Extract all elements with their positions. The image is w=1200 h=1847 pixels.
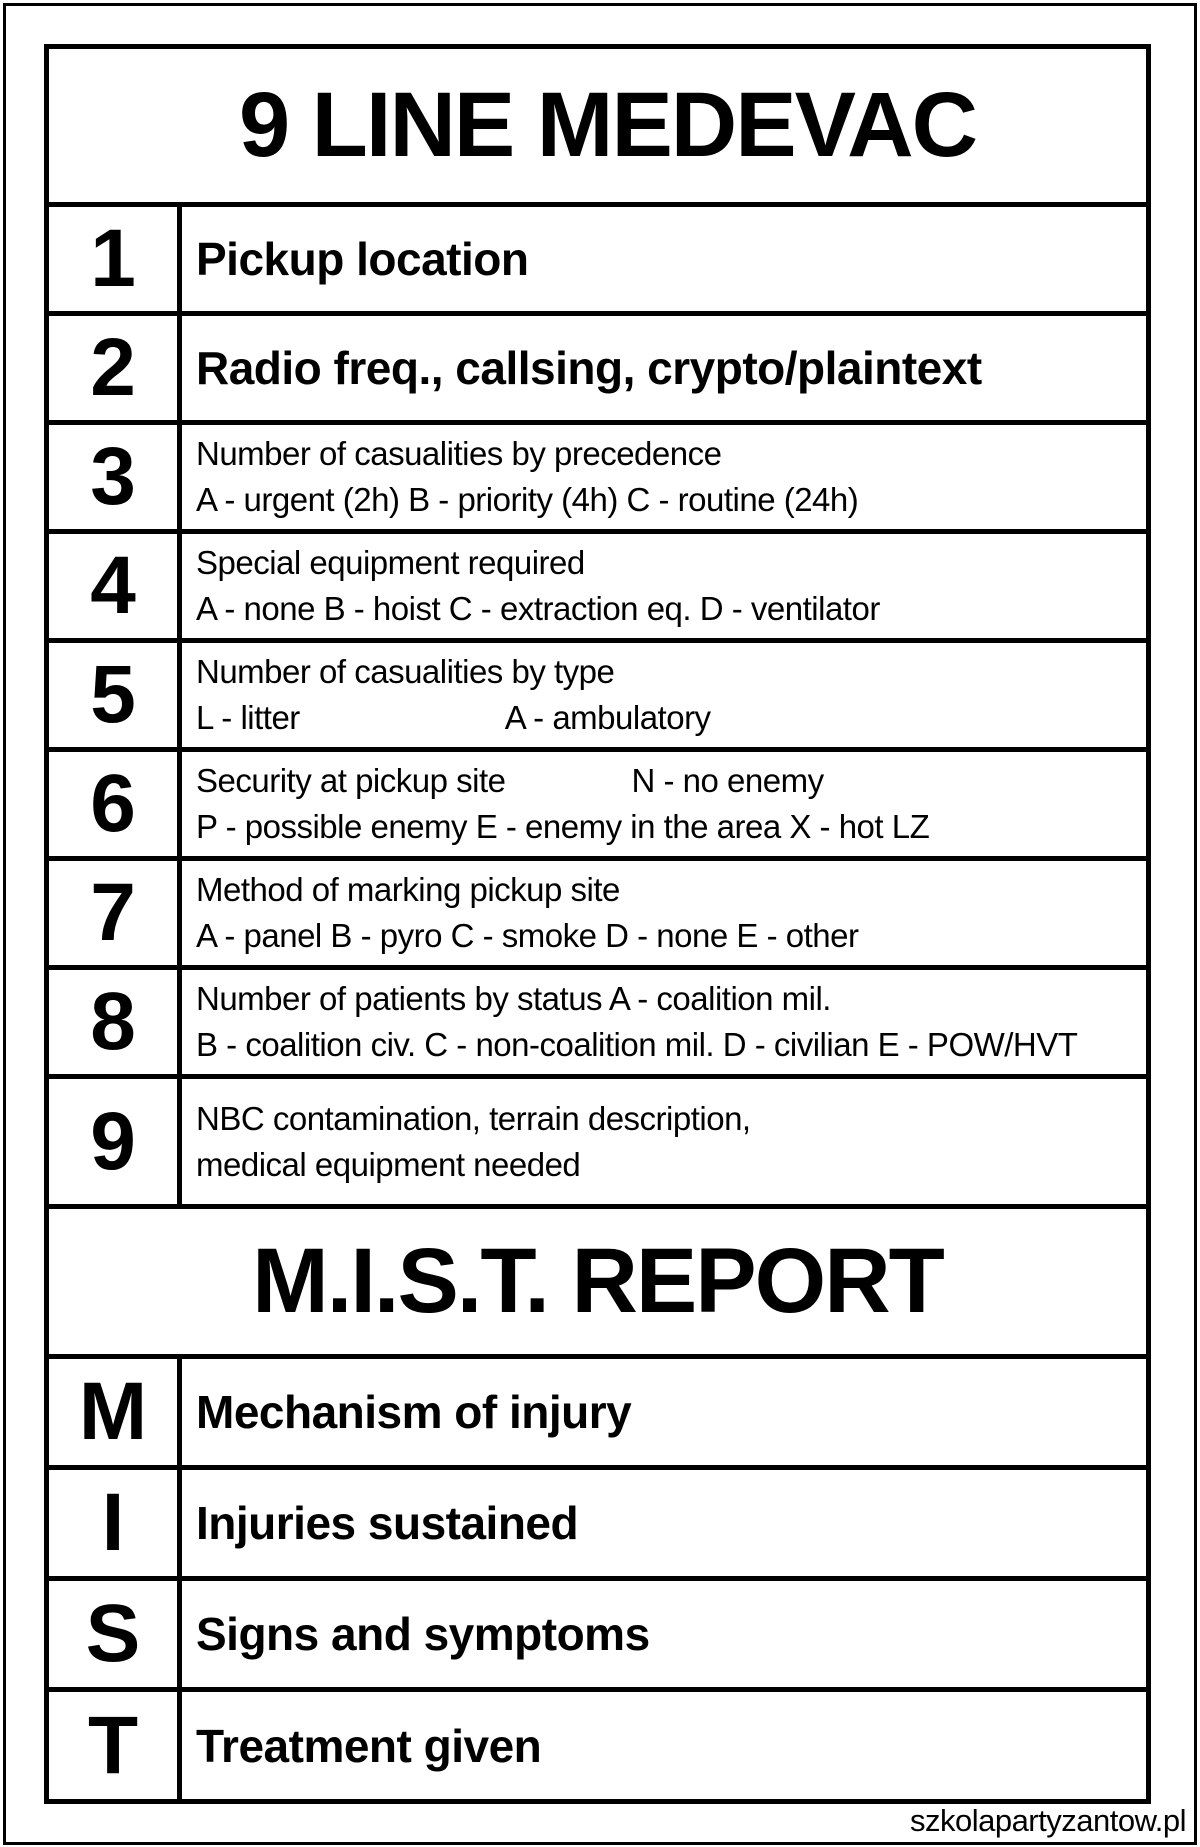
mist-label: Mechanism of injury — [196, 1386, 632, 1438]
option-litter: L - litter — [196, 699, 300, 736]
line-number: 9 — [49, 1079, 182, 1204]
mist-row-s — [49, 1581, 1146, 1692]
medevac-card — [44, 44, 1151, 1804]
line-number: 1 — [49, 207, 182, 311]
mist-label: Treatment given — [196, 1719, 542, 1772]
line-number: 8 — [49, 970, 182, 1074]
line-number: 5 — [49, 643, 182, 747]
line-text — [182, 534, 1146, 638]
security-label: Security at pickup site — [196, 762, 506, 799]
medevac-title: 9 LINE MEDEVAC — [49, 49, 1146, 207]
medevac-line-1 — [49, 207, 1146, 316]
line-label: Number of patients by status A - coalition mil. — [196, 980, 831, 1017]
mist-text — [182, 1359, 1146, 1465]
mist-label: Signs and symptoms — [196, 1608, 650, 1660]
medevac-line-3 — [49, 425, 1146, 534]
mist-row-t — [49, 1692, 1146, 1799]
line-number: 4 — [49, 534, 182, 638]
line-text — [182, 207, 1146, 311]
line-text — [182, 970, 1146, 1074]
medevac-line-6 — [49, 752, 1146, 861]
medevac-line-8 — [49, 970, 1146, 1079]
watermark: szkolapartyzantow.pl — [909, 1803, 1186, 1838]
line-options: A - urgent (2h) B - priority (4h) C - routine (24h) — [196, 481, 859, 518]
line-text — [182, 425, 1146, 529]
mist-text — [182, 1470, 1146, 1576]
medevac-line-4 — [49, 534, 1146, 643]
mist-letter: T — [49, 1692, 182, 1799]
line-options: medical equipment needed — [196, 1145, 581, 1183]
mist-title: M.I.S.T. REPORT — [49, 1204, 1146, 1359]
line-label: Special equipment required — [196, 544, 585, 581]
line-text — [182, 316, 1146, 420]
line-label: NBC contamination, terrain description, — [196, 1099, 751, 1137]
option-ambulatory: A - ambulatory — [504, 699, 711, 736]
mist-text — [182, 1581, 1146, 1687]
line-label: Method of marking pickup site — [196, 871, 620, 908]
medevac-line-7 — [49, 861, 1146, 970]
line-options: P - possible enemy E - enemy in the area X - hot LZ — [196, 808, 930, 845]
line-options — [196, 695, 1146, 741]
line-label: Number of casualities by type — [196, 653, 615, 690]
line-number: 3 — [49, 425, 182, 529]
mist-text — [182, 1692, 1146, 1799]
mist-letter: I — [49, 1470, 182, 1576]
medevac-line-5 — [49, 643, 1146, 752]
line-label: Pickup location — [196, 233, 529, 285]
line-options: A - none B - hoist C - extraction eq. D - ventilator — [196, 590, 880, 627]
mist-row-i — [49, 1470, 1146, 1581]
line-number: 7 — [49, 861, 182, 965]
line-options: A - panel B - pyro C - smoke D - none E - other — [196, 917, 859, 954]
line-label: Number of casualities by precedence — [196, 435, 722, 472]
mist-letter: M — [49, 1359, 182, 1465]
line-label: Radio freq., callsing, crypto/plaintext — [196, 342, 982, 394]
mist-label: Injuries sustained — [196, 1497, 579, 1549]
line-text — [182, 752, 1146, 856]
option-no-enemy: N - no enemy — [631, 762, 824, 799]
line-number: 2 — [49, 316, 182, 420]
line-text — [182, 861, 1146, 965]
line-options: B - coalition civ. C - non-coalition mil. D - civilian E - POW/HVT — [196, 1026, 1078, 1063]
line-number: 6 — [49, 752, 182, 856]
line-text — [182, 1079, 1146, 1204]
medevac-line-9 — [49, 1079, 1146, 1204]
medevac-line-2 — [49, 316, 1146, 425]
mist-row-m — [49, 1359, 1146, 1470]
line-text — [182, 643, 1146, 747]
line-label — [196, 758, 1146, 804]
mist-letter: S — [49, 1581, 182, 1687]
